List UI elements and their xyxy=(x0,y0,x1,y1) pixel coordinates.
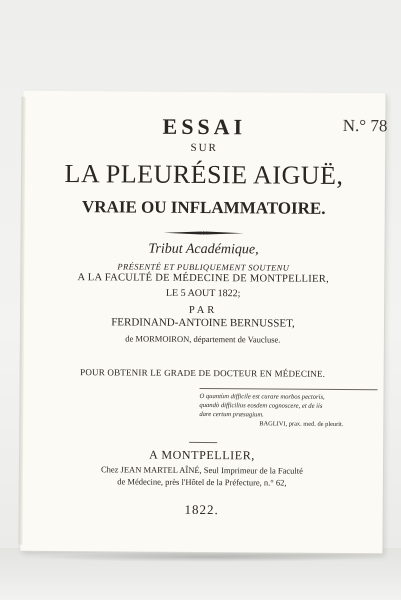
epigraph-line: dare certum præsagium. xyxy=(199,410,264,419)
date-line: LE 5 AOUT 1822; xyxy=(165,287,241,300)
title-subject: LA PLEURÉSIE AIGUË, xyxy=(64,159,344,190)
epigraph-line: quandò difficilius eosdem cognoscere, et de iis xyxy=(199,401,323,410)
par-line: PAR xyxy=(188,304,218,317)
tribute-line: Tribut Académique, xyxy=(148,241,259,258)
page-shadow xyxy=(30,552,390,562)
year-line: 1822. xyxy=(184,501,219,518)
purpose-line: POUR OBTENIR LE GRADE DE DOCTEUR EN MÉDECINE. xyxy=(80,367,326,379)
printer-line-1: Chez JEAN MARTEL AÎNÉ, Seul Imprimeur de la Faculté xyxy=(100,464,303,476)
title-subtitle: VRAIE OU INFLAMMATOIRE. xyxy=(81,197,326,218)
catalog-number: N.° 78 xyxy=(342,115,388,136)
place-line: A MONTPELLIER, xyxy=(149,447,255,463)
origin-line: de MORMOIRON, département de Vaucluse. xyxy=(125,333,281,345)
ornamental-rule xyxy=(162,230,246,237)
title-page xyxy=(20,91,388,554)
title-sur: SUR xyxy=(190,141,218,155)
epigraph-line: O quantùm difficile est curare morbos pectoris, xyxy=(199,392,325,401)
faculty-line: A LA FACULTÉ DE MÉDECINE DE MONTPELLIER, xyxy=(77,272,330,285)
title-essai: ESSAI xyxy=(162,113,247,140)
author-line: FERDINAND-ANTOINE BERNUSSET, xyxy=(111,316,295,330)
epigraph xyxy=(199,388,377,434)
epigraph-source: BAGLIVI, prax. med. de pleurit. xyxy=(259,420,344,428)
printer-line-2: de Médecine, près l'Hôtel de la Préfecture, n.° 62, xyxy=(117,476,287,488)
presented-line: PRÉSENTÉ ET PUBLIQUEMENT SOUTENU xyxy=(117,261,290,273)
divider xyxy=(189,442,217,443)
